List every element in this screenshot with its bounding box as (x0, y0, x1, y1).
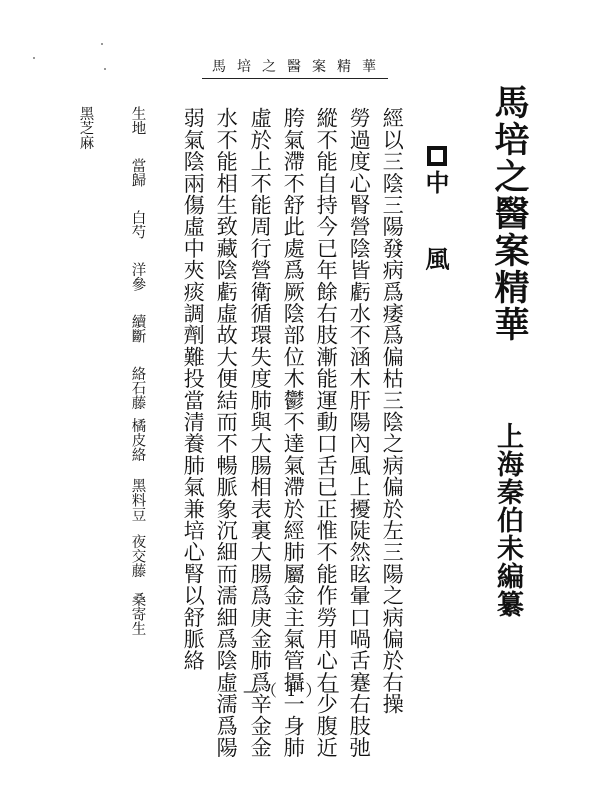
scan-speck (33, 57, 35, 59)
body-line: 水不能相生致藏陰虧虛故大便結而不暢脈象沉細而濡細爲陰虛濡爲陽 (214, 107, 240, 758)
scan-speck (101, 43, 103, 45)
running-head: 馬培之醫案精華 (212, 59, 387, 75)
herb-item: 當歸 (129, 158, 146, 187)
body-line: 胯氣滯不舒此處爲厥陰部位木鬱不達氣滯於經肺屬金主氣管攝一身肺 (281, 107, 307, 758)
herb-item: 洋參 (129, 262, 146, 291)
herb-item: 夜交藤 (129, 534, 146, 578)
herb-item: 生地 (129, 106, 146, 135)
herb-item: 桑寄生 (129, 592, 146, 636)
body-line: 勞過度心腎營陰皆虧水不涵木肝陽內風上擾陡然眩暈口喎舌蹇右肢弛 (347, 107, 373, 758)
body-line: 虛於上不能周行營衛循環失度肺與大腸相表裏大腸爲庚金肺爲辛金金 (248, 107, 274, 758)
body-line: 經以三陰三陽發病爲痿爲偏枯三陰之病偏於左三陽之病偏於右操 (380, 107, 406, 715)
herb-item: 絡石藤 (129, 366, 146, 410)
filled-square-icon (427, 146, 447, 166)
page-number: —（ 1 ）— (243, 681, 342, 700)
herb-item: 黑料豆 (129, 478, 146, 522)
scan-speck (104, 68, 106, 70)
body-line: 縱不能自持今已年餘右肢漸能運動口舌已正惟不能作勞用心右少腹近 (314, 107, 340, 758)
section-heading: 中 風 (421, 170, 450, 293)
book-title: 馬培之醫案精華 (489, 84, 530, 343)
herb-item: 橘皮絡 (129, 418, 146, 462)
herb-item: 白芍 (129, 210, 146, 239)
herb-item: 黑芝麻 (77, 106, 94, 150)
body-line: 弱氣陰兩傷虛中夾痰調劑難投當清養肺氣兼培心腎以舒脈絡 (181, 107, 207, 672)
author-line: 上海秦伯未編纂 (492, 422, 523, 618)
header-rule (202, 78, 388, 79)
herb-item: 續斷 (129, 314, 146, 343)
